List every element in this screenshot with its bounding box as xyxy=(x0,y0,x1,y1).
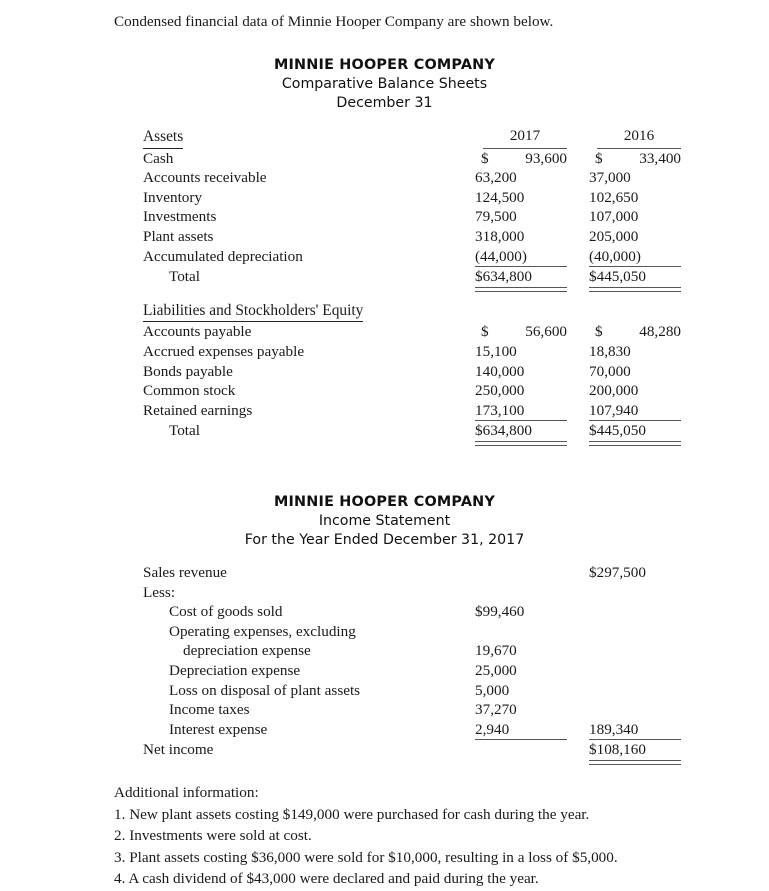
row-label: Net income xyxy=(143,741,214,759)
row-label: Accounts payable xyxy=(143,323,252,341)
additional-information-item: 2. Investments were sold at cost. xyxy=(114,827,312,844)
table-row xyxy=(143,401,681,421)
row-value: 2,940 xyxy=(475,720,567,740)
income-statement-table xyxy=(143,563,681,760)
row-value-2016: $ 48,280 xyxy=(595,323,681,341)
row-label: Plant assets xyxy=(143,227,214,245)
additional-information-heading: Additional information: xyxy=(114,784,259,801)
total-value-2016: $445,050 xyxy=(589,267,681,287)
table-row xyxy=(143,641,681,661)
table-row xyxy=(143,622,681,642)
table-row xyxy=(143,362,681,382)
income-statement xyxy=(0,493,769,760)
row-value-2016: 37,000 xyxy=(589,169,631,187)
total-value-2016: $445,050 xyxy=(589,421,681,441)
row-label: Inventory xyxy=(143,188,203,206)
column-header-2016: 2016 xyxy=(589,126,681,149)
row-value-2016: 107,000 xyxy=(589,208,639,226)
table-row xyxy=(143,247,681,267)
row-value: 5,000 xyxy=(475,681,510,699)
row-label: depreciation expense xyxy=(183,642,311,660)
row-value: 19,670 xyxy=(475,642,517,660)
table-row xyxy=(143,602,681,622)
row-label: Depreciation expense xyxy=(169,661,301,679)
row-value: $99,460 xyxy=(475,603,525,621)
assets-total-row xyxy=(143,267,681,287)
row-value-2017: 15,100 xyxy=(475,342,517,360)
column-header-2017: 2017 xyxy=(475,126,567,149)
row-label: Operating expenses, excluding xyxy=(169,622,356,640)
row-label: Common stock xyxy=(143,382,236,400)
row-value-2016: $ 33,400 xyxy=(595,149,681,167)
row-value-2017: $ 93,600 xyxy=(481,149,567,167)
total-value-2017: $634,800 xyxy=(475,421,567,441)
total-expenses-value: 189,340 xyxy=(589,720,681,740)
row-label: Accumulated depreciation xyxy=(143,248,303,266)
table-row xyxy=(143,700,681,720)
row-label: Sales revenue xyxy=(143,564,227,581)
row-label: Total xyxy=(169,422,200,440)
row-label: Accounts receivable xyxy=(143,169,267,187)
balance-sheet-table xyxy=(143,126,681,441)
section-spacer xyxy=(143,287,681,301)
table-row xyxy=(143,342,681,362)
income-statement-period: For the Year Ended December 31, 2017 xyxy=(244,532,525,548)
income-statement-title: Income Statement xyxy=(318,513,451,529)
table-row xyxy=(143,168,681,188)
row-value-2017: 250,000 xyxy=(475,382,525,400)
table-row xyxy=(143,188,681,208)
row-label: Investments xyxy=(143,208,217,226)
table-row xyxy=(143,149,681,169)
row-value-2016: 205,000 xyxy=(589,227,639,245)
income-statement-heading xyxy=(0,493,769,550)
balance-sheet-header-row xyxy=(143,126,681,149)
row-value-2016: (40,000) xyxy=(589,247,681,267)
table-row xyxy=(143,681,681,701)
row-value-2017: 140,000 xyxy=(475,362,525,380)
assets-heading: Assets xyxy=(143,126,475,149)
table-row xyxy=(143,322,681,342)
row-value-2017: 318,000 xyxy=(475,227,525,245)
row-value-2016: 107,940 xyxy=(589,401,681,421)
net-income-row xyxy=(143,740,681,760)
table-row xyxy=(143,227,681,247)
row-value-2016: 102,650 xyxy=(589,188,639,206)
row-label: Cash xyxy=(143,149,174,167)
row-value-2017: 79,500 xyxy=(475,208,517,226)
row-value-2017: 63,200 xyxy=(475,169,517,187)
row-value-2017: $ 56,600 xyxy=(481,323,567,341)
table-row xyxy=(143,720,681,740)
row-value-2017: (44,000) xyxy=(475,247,567,267)
total-value-2017: $634,800 xyxy=(475,267,567,287)
row-value-2016: 18,830 xyxy=(589,342,631,360)
row-label: Loss on disposal of plant assets xyxy=(169,681,361,699)
row-label: Total xyxy=(169,268,200,286)
balance-sheet-company: MINNIE HOOPER COMPANY xyxy=(273,57,496,73)
row-label: Retained earnings xyxy=(143,402,253,420)
balance-sheet-title: Comparative Balance Sheets xyxy=(281,76,488,92)
table-row xyxy=(143,381,681,401)
less-row xyxy=(143,583,681,603)
additional-information-item: 3. Plant assets costing $36,000 were sold for $10,000, resulting in a loss of $5,000. xyxy=(114,848,618,866)
intro-text: Condensed financial data of Minnie Hooper Company are shown below. xyxy=(114,13,554,30)
row-value xyxy=(475,622,567,642)
liabilities-heading: Liabilities and Stockholders' Equity xyxy=(143,301,475,323)
balance-sheet-heading xyxy=(0,56,769,113)
row-label: Interest expense xyxy=(169,721,268,739)
additional-information-item: 4. A cash dividend of $43,000 were declared and paid during the year. xyxy=(114,870,539,887)
additional-information xyxy=(114,782,734,890)
additional-information-item: 1. New plant assets costing $149,000 were purchased for cash during the year. xyxy=(114,805,590,823)
income-statement-company: MINNIE HOOPER COMPANY xyxy=(273,494,496,510)
table-row xyxy=(143,661,681,681)
comparative-balance-sheets xyxy=(0,56,769,441)
sales-revenue-value: $297,500 xyxy=(589,564,646,581)
balance-sheet-period: December 31 xyxy=(336,95,433,111)
row-label: Bonds payable xyxy=(143,362,233,380)
row-value-2016: 70,000 xyxy=(589,362,631,380)
row-label: Income taxes xyxy=(169,701,250,719)
liabilities-heading-row xyxy=(143,301,681,323)
row-label: Less: xyxy=(143,583,176,601)
row-value: 37,270 xyxy=(475,701,517,719)
row-label: Cost of goods sold xyxy=(169,603,283,621)
row-value-2016: 200,000 xyxy=(589,382,639,400)
table-row xyxy=(143,207,681,227)
row-value: 25,000 xyxy=(475,661,517,679)
liabilities-total-row xyxy=(143,421,681,441)
sales-revenue-row xyxy=(143,563,681,583)
net-income-value: $108,160 xyxy=(589,740,681,760)
row-value-2017: 173,100 xyxy=(475,401,567,421)
row-value-2017: 124,500 xyxy=(475,188,525,206)
row-label: Accrued expenses payable xyxy=(143,342,305,360)
